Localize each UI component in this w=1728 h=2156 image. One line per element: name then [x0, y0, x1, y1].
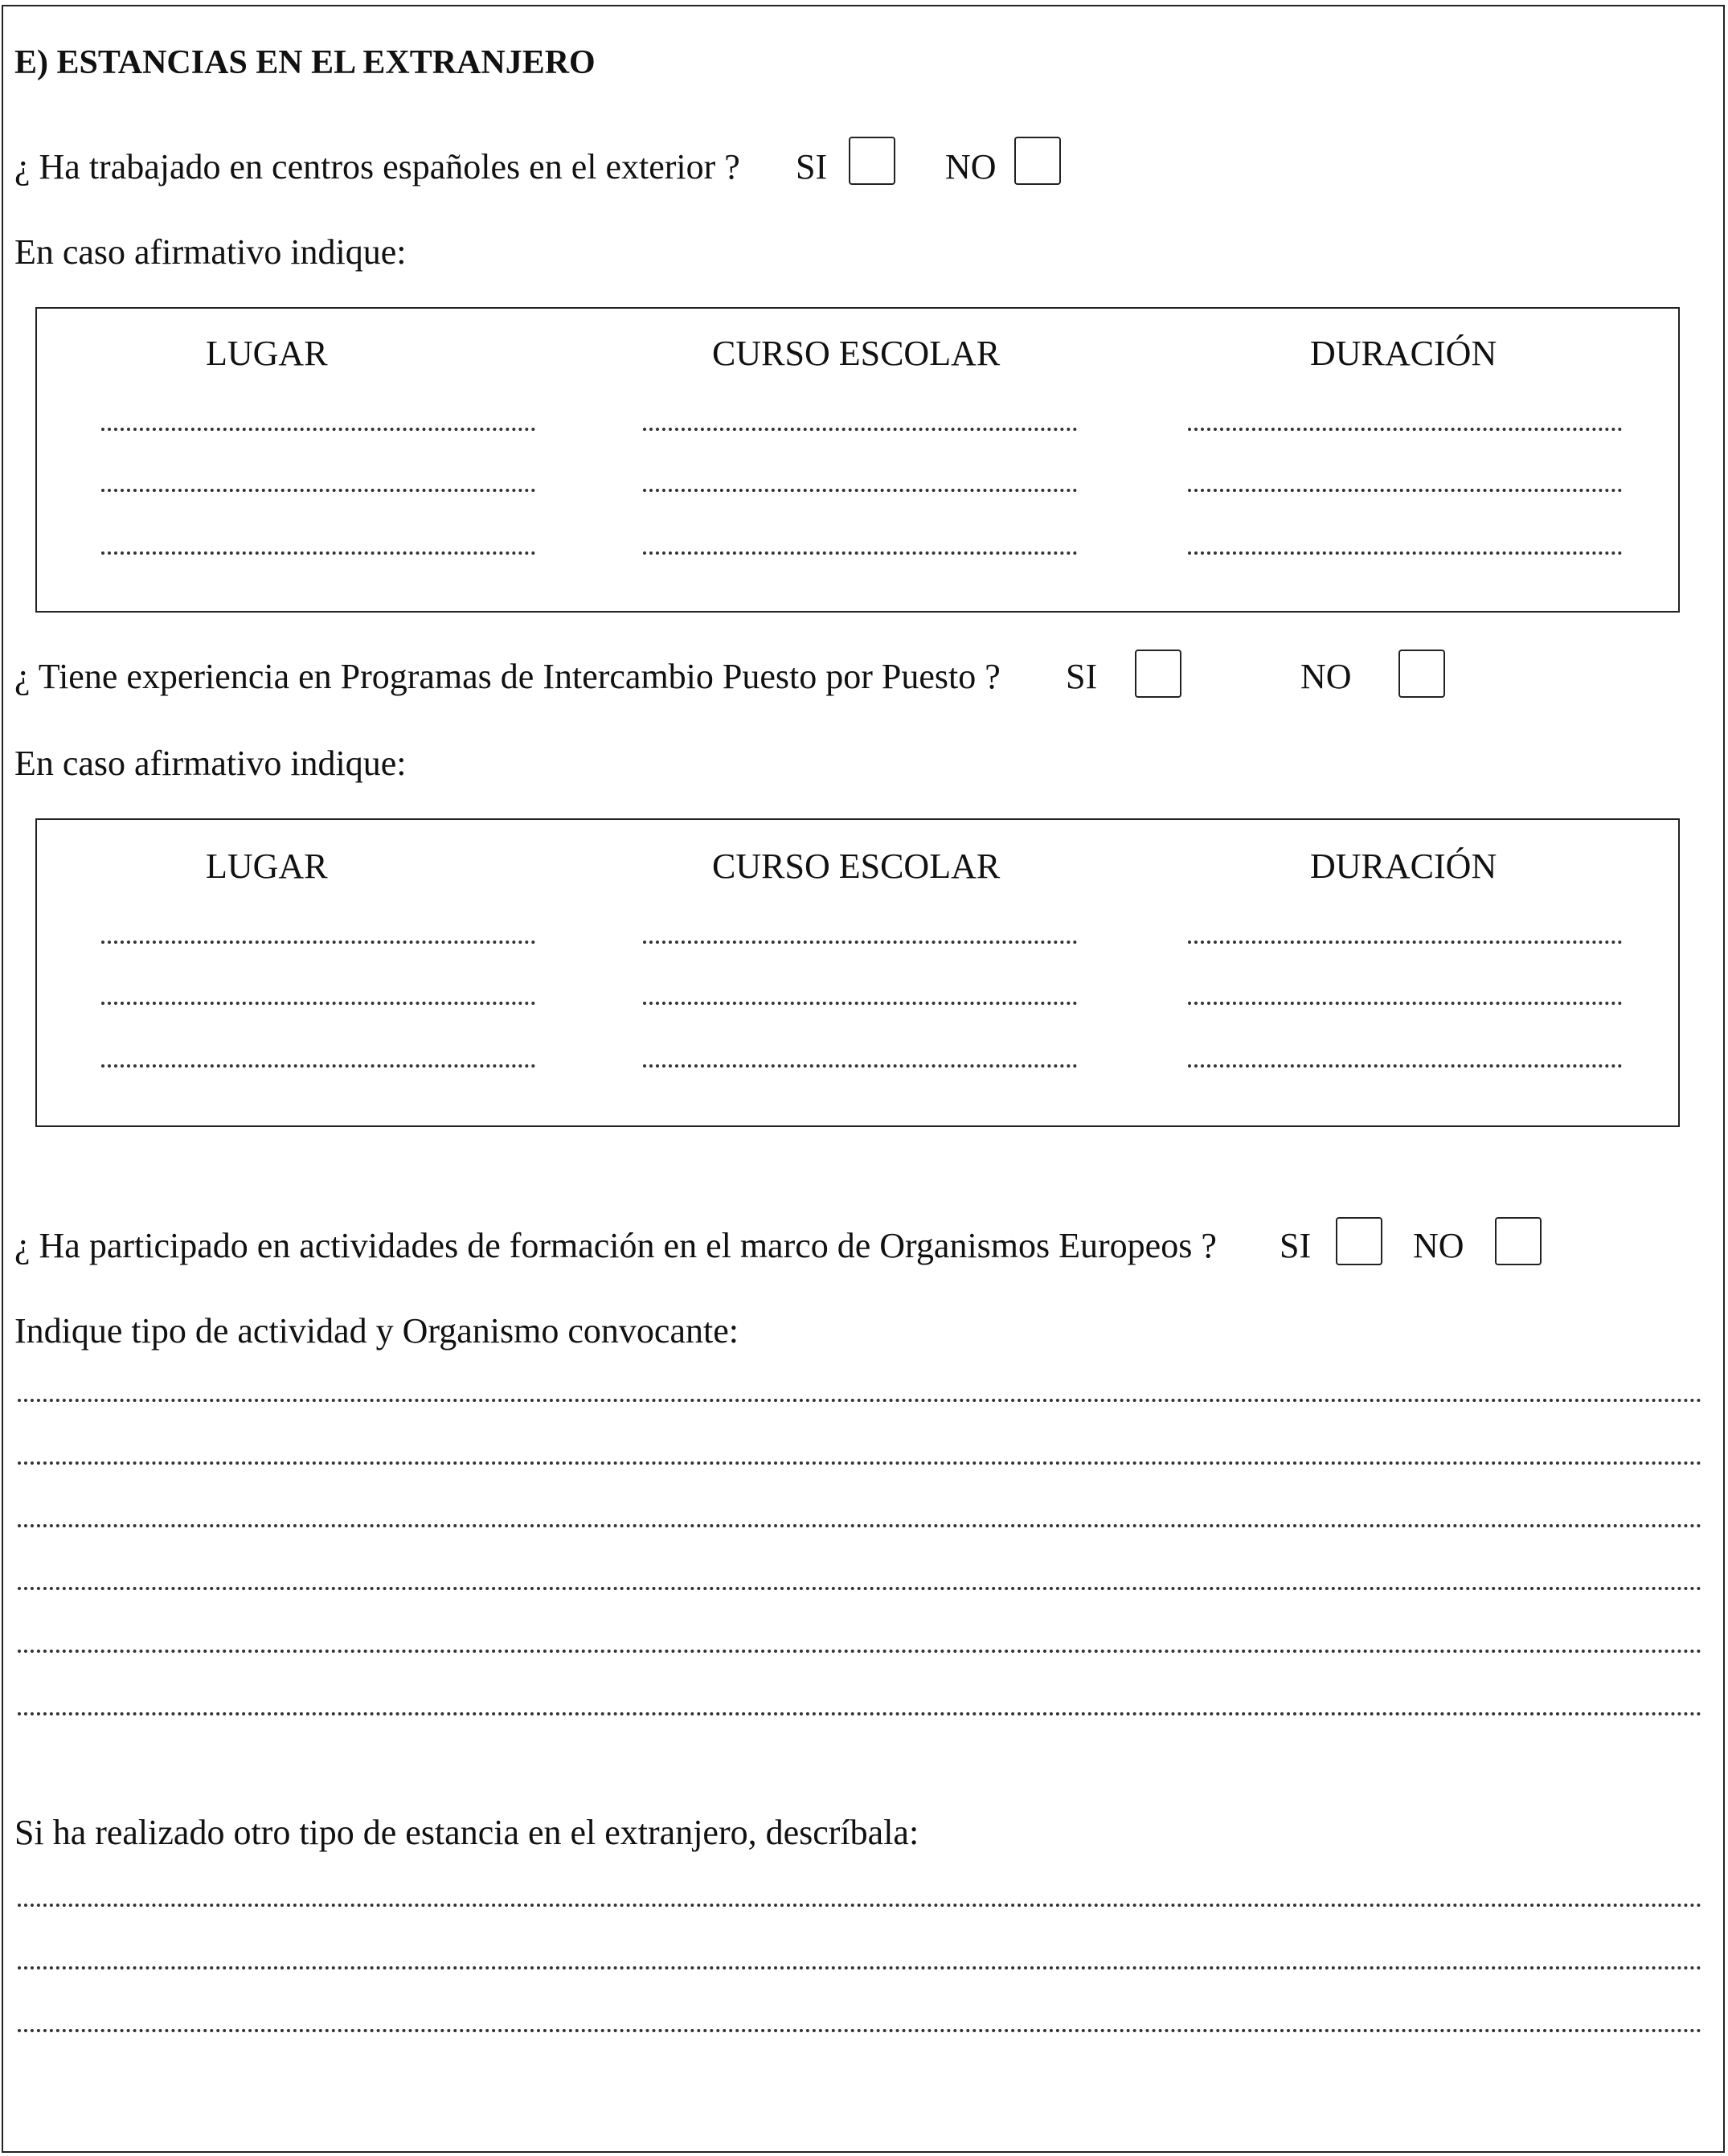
q2-no-checkbox[interactable]	[1398, 650, 1445, 698]
question-intercambio: ¿ Tiene experiencia en Programas de Intercambio Puesto por Puesto ?	[14, 657, 1001, 696]
q2-no-label: NO	[1300, 657, 1352, 696]
q3-answer-line-6[interactable]	[18, 1712, 1702, 1715]
q1-si-label: SI	[796, 147, 828, 186]
q1-lugar-field-3[interactable]	[101, 551, 535, 555]
q1-lugar-field-2[interactable]	[101, 489, 535, 492]
q2-table	[35, 818, 1680, 1127]
q2-header-duracion: DURACIÓN	[1310, 846, 1497, 886]
section-title: E) ESTANCIAS EN EL EXTRANJERO	[14, 44, 596, 81]
q3-no-checkbox[interactable]	[1495, 1217, 1542, 1265]
q1-duracion-field-3[interactable]	[1188, 551, 1622, 555]
q1-curso-field-2[interactable]	[643, 489, 1077, 492]
q2-lugar-field-1[interactable]	[101, 941, 535, 944]
q2-si-label: SI	[1066, 657, 1098, 696]
q2-lugar-field-2[interactable]	[101, 1002, 535, 1005]
q2-header-curso-escolar: CURSO ESCOLAR	[712, 846, 1001, 886]
q2-curso-field-2[interactable]	[643, 1002, 1077, 1005]
question-centros-exterior: ¿ Ha trabajado en centros españoles en el exterior ?	[14, 147, 740, 186]
q3-answer-line-3[interactable]	[18, 1524, 1702, 1527]
q3-no-label: NO	[1413, 1226, 1464, 1265]
q1-curso-field-1[interactable]	[643, 428, 1077, 431]
q4-answer-line-3[interactable]	[18, 2029, 1702, 2032]
q3-answer-line-1[interactable]	[18, 1399, 1702, 1402]
q1-no-label: NO	[945, 147, 997, 186]
q3-si-checkbox[interactable]	[1336, 1217, 1382, 1265]
q2-duracion-field-2[interactable]	[1188, 1002, 1622, 1005]
q2-instruction: En caso afirmativo indique:	[14, 744, 407, 783]
q2-duracion-field-3[interactable]	[1188, 1064, 1622, 1068]
q1-instruction: En caso afirmativo indique:	[14, 232, 407, 272]
q1-no-checkbox[interactable]	[1014, 137, 1061, 185]
q1-curso-field-3[interactable]	[643, 551, 1077, 555]
q4-answer-line-2[interactable]	[18, 1966, 1702, 1970]
q1-si-checkbox[interactable]	[849, 137, 895, 185]
q3-si-label: SI	[1280, 1226, 1312, 1265]
q2-duracion-field-1[interactable]	[1188, 941, 1622, 944]
q1-table	[35, 307, 1680, 613]
q2-si-checkbox[interactable]	[1135, 650, 1181, 698]
q4-answer-line-1[interactable]	[18, 1904, 1702, 1907]
question-organismos-europeos: ¿ Ha participado en actividades de formación en el marco de Organismos Europeos ?	[14, 1226, 1217, 1265]
q2-curso-field-1[interactable]	[643, 941, 1077, 944]
q2-lugar-field-3[interactable]	[101, 1064, 535, 1068]
q1-lugar-field-1[interactable]	[101, 428, 535, 431]
q3-answer-line-2[interactable]	[18, 1461, 1702, 1465]
other-stay-instruction: Si ha realizado otro tipo de estancia en el extranjero, descríbala:	[14, 1813, 919, 1852]
q3-instruction: Indique tipo de actividad y Organismo convocante:	[14, 1311, 739, 1351]
q1-header-lugar: LUGAR	[206, 334, 328, 373]
q3-answer-line-5[interactable]	[18, 1650, 1702, 1653]
q1-duracion-field-1[interactable]	[1188, 428, 1622, 431]
q1-header-duracion: DURACIÓN	[1310, 334, 1497, 373]
q3-answer-line-4[interactable]	[18, 1587, 1702, 1590]
q2-header-lugar: LUGAR	[206, 846, 328, 886]
q2-curso-field-3[interactable]	[643, 1064, 1077, 1068]
q1-header-curso-escolar: CURSO ESCOLAR	[712, 334, 1001, 373]
q1-duracion-field-2[interactable]	[1188, 489, 1622, 492]
